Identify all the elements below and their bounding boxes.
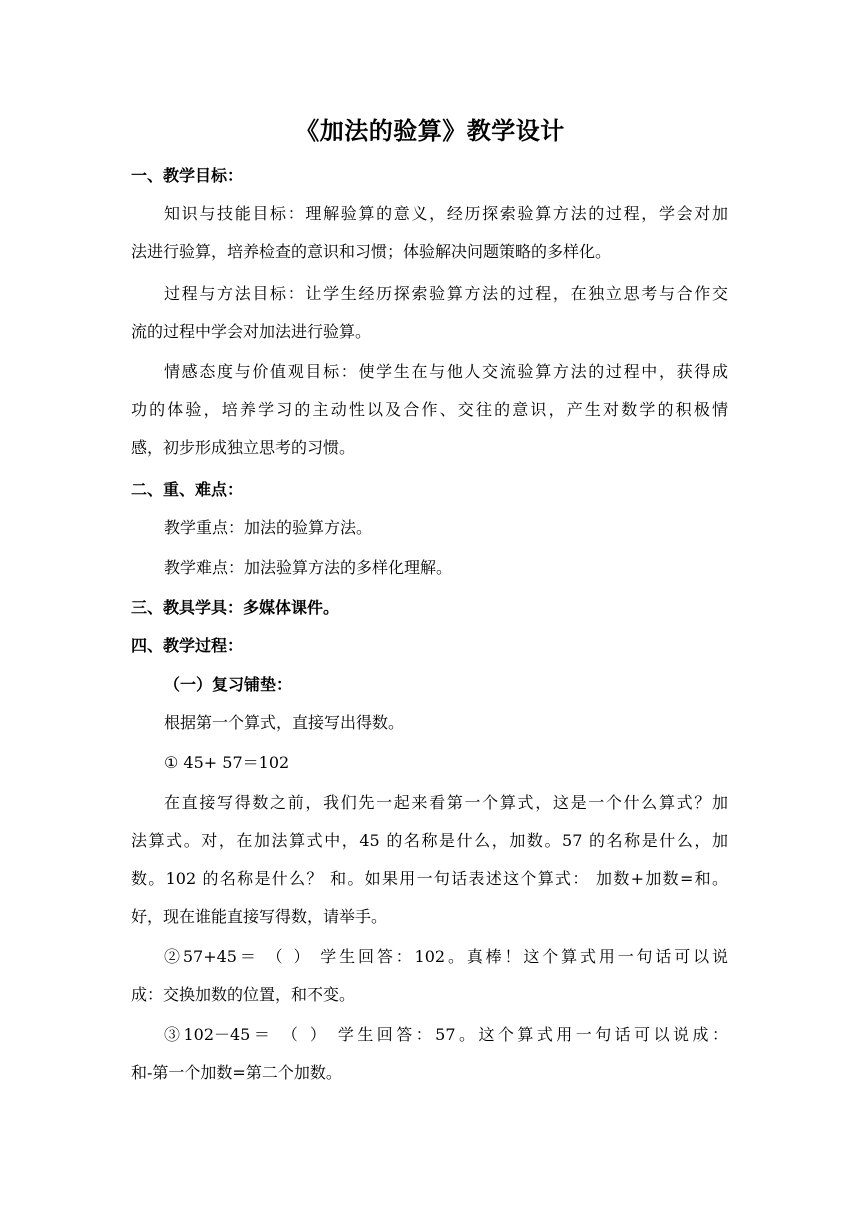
document-title: 《加法的验算》教学设计 <box>295 116 565 145</box>
paragraph-line: 和-第一个加数=第二个加数。 <box>131 1063 342 1082</box>
equation-1: ① 45+ 57＝102 <box>164 753 290 772</box>
paragraph-line: 知识与技能目标：理解验算的意义，经历探索验算方法的过程，学会对加 <box>164 204 728 223</box>
paragraph-line: 数。102 的名称是什么？ 和。如果用一句话表述这个算式： 加数+加数=和。 <box>131 869 728 888</box>
paragraph-line: 感，初步形成独立思考的习惯。 <box>131 438 356 457</box>
paragraph-line: 好，现在谁能直接写得数，请举手。 <box>131 907 388 926</box>
section-heading-process: 四、教学过程： <box>131 636 244 655</box>
paragraph-line: 流的过程中学会对加法进行验算。 <box>131 322 372 341</box>
equation-3: ③102－45＝ （ ） 学生回答：57。这个算式用一句话可以说成： <box>164 1025 728 1044</box>
paragraph-line: 根据第一个算式，直接写出得数。 <box>164 713 405 732</box>
paragraph-line: 法进行验算，培养检查的意识和习惯；体验解决问题策略的多样化。 <box>131 242 612 261</box>
paragraph-line: 情感态度与价值观目标：使学生在与他人交流验算方法的过程中，获得成 <box>164 362 728 381</box>
paragraph-line: 功的体验，培养学习的主动性以及合作、交往的意识，产生对数学的积极情 <box>131 400 728 419</box>
subsection-heading-review: （一）复习铺垫： <box>164 675 293 694</box>
section-heading-teaching-aids: 三、教具学具：多媒体课件。 <box>131 598 340 617</box>
paragraph-line: 在直接写得数之前，我们先一起来看第一个算式，这是一个什么算式？加 <box>164 793 728 812</box>
paragraph-line: 法算式。对，在加法算式中，45 的名称是什么，加数。57 的名称是什么，加 <box>131 831 728 850</box>
key-point-text: 教学重点：加法的验算方法。 <box>164 518 373 537</box>
section-heading-objectives: 一、教学目标： <box>131 166 244 185</box>
paragraph-line: 过程与方法目标：让学生经历探索验算方法的过程，在独立思考与合作交 <box>164 284 728 303</box>
equation-2: ②57+45＝ （ ） 学生回答：102。真棒！这个算式用一句话可以说 <box>164 947 728 966</box>
section-heading-key-points: 二、重、难点： <box>131 480 244 499</box>
paragraph-line: 成：交换加数的位置，和不变。 <box>131 985 356 1004</box>
difficult-point-text: 教学难点：加法验算方法的多样化理解。 <box>164 558 453 577</box>
